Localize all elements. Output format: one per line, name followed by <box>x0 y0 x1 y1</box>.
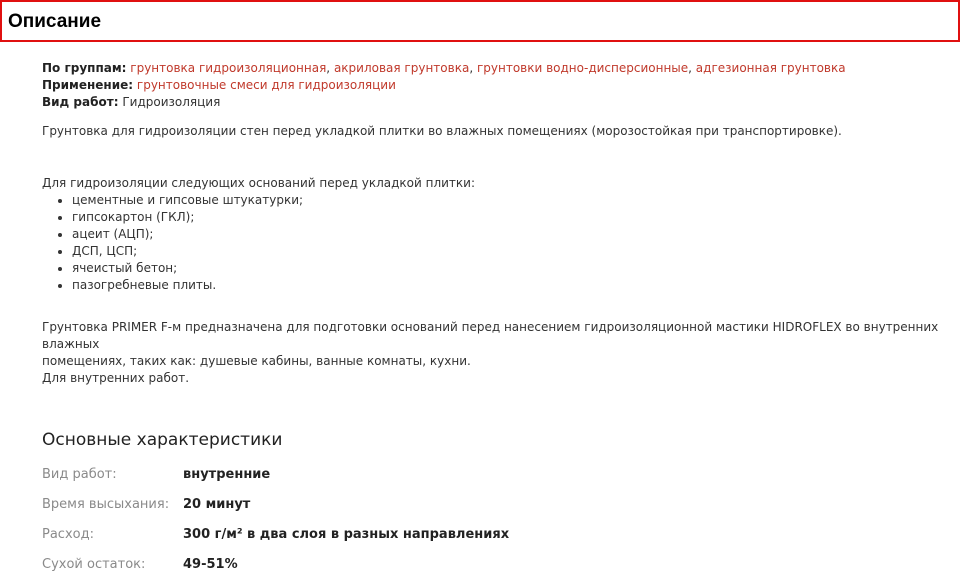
worktype-label: Вид работ: <box>42 95 119 109</box>
section-title: Описание <box>8 11 102 32</box>
bases-intro: Для гидроизоляции следующих оснований перед укладкой плитки: <box>42 176 476 190</box>
table-row <box>42 549 509 579</box>
description-paragraph: Грунтовка для гидроизоляции стен перед укладкой плитки во влажных помещениях (морозостойкая при транспортировке). <box>42 124 842 138</box>
description-content <box>42 60 942 579</box>
spec-value: внутренние <box>183 466 271 482</box>
spec-label: Сухой остаток: <box>42 556 146 572</box>
group-link[interactable]: грунтовки водно-дисперсионные <box>476 61 689 75</box>
spec-value: 20 минут <box>183 496 251 512</box>
groups-label: По группам: <box>42 61 127 75</box>
application-label: Применение: <box>42 78 134 92</box>
description-header <box>0 0 960 42</box>
spec-value: 49-51% <box>183 556 238 572</box>
spec-label: Время высыхания: <box>42 496 170 512</box>
table-row <box>42 489 509 519</box>
application-link[interactable]: грунтовочные смеси для гидроизоляции <box>136 78 396 92</box>
group-link[interactable]: акриловая грунтовка <box>333 61 470 75</box>
group-link[interactable]: адгезионная грунтовка <box>695 61 846 75</box>
purpose-line: Грунтовка PRIMER F-м предназначена для подготовки оснований перед нанесением гидроизоляционной мастики HIDROFLEX во внутренних влажных <box>42 320 939 351</box>
list-item: • цементные и гипсовые штукатурки; <box>72 192 942 209</box>
worktype-value: Гидроизоляция <box>122 95 221 109</box>
group-link[interactable]: грунтовка гидроизоляционная <box>130 61 327 75</box>
purpose-line: помещениях, таких как: душевые кабины, ванные комнаты, кухни. <box>42 354 471 368</box>
list-item: • ацеит (АЦП); <box>72 226 942 243</box>
groups-line: По группам: грунтовка гидроизоляционная, акриловая грунтовка, грунтовки водно-дисперсионные, адгезионная грунтовка <box>42 61 846 75</box>
spec-value: 300 г/м² в два слоя в разных направлениях <box>183 526 510 542</box>
table-row <box>42 519 509 549</box>
specs-title: Основные характеристики <box>42 430 283 450</box>
application-line <box>42 77 942 94</box>
spec-label: Расход: <box>42 526 94 542</box>
table-row <box>42 459 509 489</box>
list-item: • гипсокартон (ГКЛ); <box>72 209 942 226</box>
specs-table <box>42 459 509 579</box>
list-item: • ячеистый бетон; <box>72 260 942 277</box>
bases-list <box>42 192 942 294</box>
list-item: • пазогребневые плиты. <box>72 277 942 294</box>
list-item: • ДСП, ЦСП; <box>72 243 942 260</box>
worktype-line <box>42 94 942 111</box>
spec-label: Вид работ: <box>42 466 117 482</box>
purpose-paragraph <box>42 319 942 387</box>
usage-note: Для внутренних работ. <box>42 371 190 385</box>
